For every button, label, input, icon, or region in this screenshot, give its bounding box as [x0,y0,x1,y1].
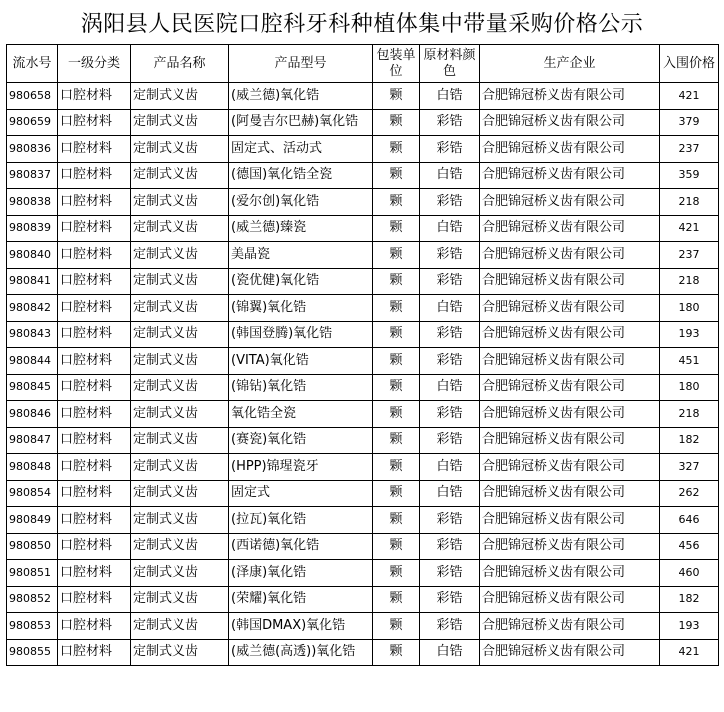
product-model-cell: (HPP)锦瑆瓷牙 [229,454,373,481]
material-color-cell: 白锆 [420,295,480,322]
material-color-cell: 彩锆 [420,268,480,295]
serial-cell: 980853 [7,613,58,640]
manufacturer-cell: 合肥锦冠桥义齿有限公司 [480,480,660,507]
table-row [7,109,719,136]
product-model-cell: (泽康)氧化锆 [229,560,373,587]
manufacturer-cell: 合肥锦冠桥义齿有限公司 [480,533,660,560]
product-model-cell: 氧化锆全瓷 [229,401,373,428]
category-cell: 口腔材料 [58,242,131,269]
table-row [7,480,719,507]
manufacturer-cell: 合肥锦冠桥义齿有限公司 [480,321,660,348]
material-color-cell: 彩锆 [420,613,480,640]
serial-cell: 980851 [7,560,58,587]
product-name-cell: 定制式义齿 [131,454,229,481]
category-cell: 口腔材料 [58,480,131,507]
serial-cell: 980841 [7,268,58,295]
package-unit-cell: 颗 [373,560,420,587]
product-model-cell: (威兰德(高透))氧化锆 [229,639,373,666]
material-color-cell: 白锆 [420,374,480,401]
category-cell: 口腔材料 [58,454,131,481]
product-name-cell: 定制式义齿 [131,162,229,189]
package-unit-cell: 颗 [373,454,420,481]
category-cell: 口腔材料 [58,507,131,534]
package-unit-cell: 颗 [373,374,420,401]
table-header-row [7,45,719,83]
product-name-cell: 定制式义齿 [131,295,229,322]
material-color-cell: 彩锆 [420,533,480,560]
material-color-cell: 白锆 [420,480,480,507]
manufacturer-cell: 合肥锦冠桥义齿有限公司 [480,83,660,110]
material-color-cell: 白锆 [420,454,480,481]
header-price: 入围价格 [660,45,719,83]
material-color-cell: 彩锆 [420,242,480,269]
package-unit-cell: 颗 [373,136,420,163]
product-name-cell: 定制式义齿 [131,507,229,534]
material-color-cell: 白锆 [420,83,480,110]
product-name-cell: 定制式义齿 [131,427,229,454]
product-model-cell: (VITA)氧化锆 [229,348,373,375]
package-unit-cell: 颗 [373,533,420,560]
table-row [7,295,719,322]
serial-cell: 980839 [7,215,58,242]
table-row [7,136,719,163]
category-cell: 口腔材料 [58,136,131,163]
category-cell: 口腔材料 [58,348,131,375]
manufacturer-cell: 合肥锦冠桥义齿有限公司 [480,109,660,136]
serial-cell: 980658 [7,83,58,110]
table-row [7,348,719,375]
material-color-cell: 彩锆 [420,507,480,534]
product-model-cell: (拉瓦)氧化锆 [229,507,373,534]
serial-cell: 980850 [7,533,58,560]
manufacturer-cell: 合肥锦冠桥义齿有限公司 [480,242,660,269]
price-cell: 218 [660,189,719,216]
table-row [7,189,719,216]
serial-cell: 980845 [7,374,58,401]
price-cell: 646 [660,507,719,534]
package-unit-cell: 颗 [373,242,420,269]
manufacturer-cell: 合肥锦冠桥义齿有限公司 [480,215,660,242]
category-cell: 口腔材料 [58,374,131,401]
material-color-cell: 白锆 [420,215,480,242]
price-cell: 180 [660,374,719,401]
product-model-cell: (爱尔创)氧化锆 [229,189,373,216]
material-color-cell: 彩锆 [420,189,480,216]
serial-cell: 980849 [7,507,58,534]
product-name-cell: 定制式义齿 [131,109,229,136]
table-row [7,162,719,189]
document-title: 涡阳县人民医院口腔科牙科种植体集中带量采购价格公示 [80,12,644,37]
category-cell: 口腔材料 [58,189,131,216]
table-row [7,560,719,587]
package-unit-cell: 颗 [373,507,420,534]
package-unit-cell: 颗 [373,348,420,375]
product-name-cell: 定制式义齿 [131,189,229,216]
table-row [7,613,719,640]
product-model-cell: (德国)氧化锆全瓷 [229,162,373,189]
category-cell: 口腔材料 [58,83,131,110]
package-unit-cell: 颗 [373,401,420,428]
table-row [7,374,719,401]
product-model-cell: (西诺德)氧化锆 [229,533,373,560]
price-cell: 359 [660,162,719,189]
serial-cell: 980852 [7,586,58,613]
category-cell: 口腔材料 [58,215,131,242]
price-table [6,44,719,666]
package-unit-cell: 颗 [373,480,420,507]
manufacturer-cell: 合肥锦冠桥义齿有限公司 [480,189,660,216]
serial-cell: 980847 [7,427,58,454]
header-category: 一级分类 [58,45,131,83]
table-row [7,533,719,560]
price-cell: 237 [660,242,719,269]
package-unit-cell: 颗 [373,83,420,110]
table-row [7,242,719,269]
table-row [7,507,719,534]
serial-cell: 980842 [7,295,58,322]
product-model-cell: 固定式、活动式 [229,136,373,163]
price-cell: 262 [660,480,719,507]
price-cell: 421 [660,83,719,110]
category-cell: 口腔材料 [58,427,131,454]
table-row [7,321,719,348]
price-cell: 379 [660,109,719,136]
product-name-cell: 定制式义齿 [131,560,229,587]
price-cell: 421 [660,215,719,242]
header-product-model: 产品型号 [229,45,373,83]
product-name-cell: 定制式义齿 [131,401,229,428]
product-model-cell: (荣耀)氧化锆 [229,586,373,613]
table-row [7,586,719,613]
table-row [7,83,719,110]
product-model-cell: 美晶瓷 [229,242,373,269]
material-color-cell: 彩锆 [420,586,480,613]
price-cell: 456 [660,533,719,560]
category-cell: 口腔材料 [58,613,131,640]
product-name-cell: 定制式义齿 [131,321,229,348]
product-name-cell: 定制式义齿 [131,374,229,401]
price-cell: 460 [660,560,719,587]
table-row [7,427,719,454]
product-name-cell: 定制式义齿 [131,215,229,242]
category-cell: 口腔材料 [58,560,131,587]
category-cell: 口腔材料 [58,586,131,613]
product-model-cell: (赛瓷)氧化锆 [229,427,373,454]
material-color-cell: 彩锆 [420,560,480,587]
material-color-cell: 彩锆 [420,109,480,136]
serial-cell: 980659 [7,109,58,136]
product-name-cell: 定制式义齿 [131,639,229,666]
product-name-cell: 定制式义齿 [131,533,229,560]
serial-cell: 980846 [7,401,58,428]
package-unit-cell: 颗 [373,162,420,189]
manufacturer-cell: 合肥锦冠桥义齿有限公司 [480,639,660,666]
product-name-cell: 定制式义齿 [131,348,229,375]
table-body [7,83,719,666]
package-unit-cell: 颗 [373,427,420,454]
header-serial: 流水号 [7,45,58,83]
manufacturer-cell: 合肥锦冠桥义齿有限公司 [480,560,660,587]
product-name-cell: 定制式义齿 [131,242,229,269]
category-cell: 口腔材料 [58,639,131,666]
material-color-cell: 白锆 [420,639,480,666]
category-cell: 口腔材料 [58,321,131,348]
serial-cell: 980838 [7,189,58,216]
manufacturer-cell: 合肥锦冠桥义齿有限公司 [480,268,660,295]
manufacturer-cell: 合肥锦冠桥义齿有限公司 [480,348,660,375]
table-row [7,268,719,295]
product-model-cell: (威兰德)氧化锆 [229,83,373,110]
product-model-cell: (锦翼)氧化锆 [229,295,373,322]
package-unit-cell: 颗 [373,639,420,666]
header-product-name: 产品名称 [131,45,229,83]
header-material-color: 原材料颜色 [420,45,480,83]
price-cell: 193 [660,613,719,640]
material-color-cell: 彩锆 [420,136,480,163]
package-unit-cell: 颗 [373,109,420,136]
price-cell: 237 [660,136,719,163]
material-color-cell: 彩锆 [420,321,480,348]
material-color-cell: 白锆 [420,162,480,189]
manufacturer-cell: 合肥锦冠桥义齿有限公司 [480,586,660,613]
package-unit-cell: 颗 [373,613,420,640]
product-model-cell: (威兰德)臻瓷 [229,215,373,242]
serial-cell: 980837 [7,162,58,189]
product-name-cell: 定制式义齿 [131,613,229,640]
package-unit-cell: 颗 [373,586,420,613]
category-cell: 口腔材料 [58,268,131,295]
header-manufacturer: 生产企业 [480,45,660,83]
serial-cell: 980840 [7,242,58,269]
manufacturer-cell: 合肥锦冠桥义齿有限公司 [480,613,660,640]
material-color-cell: 彩锆 [420,348,480,375]
table-row [7,401,719,428]
table-row [7,639,719,666]
price-cell: 180 [660,295,719,322]
package-unit-cell: 颗 [373,189,420,216]
price-cell: 182 [660,427,719,454]
package-unit-cell: 颗 [373,268,420,295]
category-cell: 口腔材料 [58,109,131,136]
manufacturer-cell: 合肥锦冠桥义齿有限公司 [480,427,660,454]
material-color-cell: 彩锆 [420,427,480,454]
price-cell: 182 [660,586,719,613]
product-model-cell: 固定式 [229,480,373,507]
manufacturer-cell: 合肥锦冠桥义齿有限公司 [480,162,660,189]
category-cell: 口腔材料 [58,162,131,189]
price-cell: 193 [660,321,719,348]
package-unit-cell: 颗 [373,295,420,322]
price-cell: 218 [660,401,719,428]
serial-cell: 980848 [7,454,58,481]
product-model-cell: (韩国DMAX)氧化锆 [229,613,373,640]
product-name-cell: 定制式义齿 [131,480,229,507]
manufacturer-cell: 合肥锦冠桥义齿有限公司 [480,507,660,534]
manufacturer-cell: 合肥锦冠桥义齿有限公司 [480,136,660,163]
serial-cell: 980836 [7,136,58,163]
product-model-cell: (阿曼吉尔巴赫)氧化锆 [229,109,373,136]
price-cell: 421 [660,639,719,666]
product-model-cell: (瓷优健)氧化锆 [229,268,373,295]
product-model-cell: (韩国登腾)氧化锆 [229,321,373,348]
product-name-cell: 定制式义齿 [131,268,229,295]
product-name-cell: 定制式义齿 [131,136,229,163]
manufacturer-cell: 合肥锦冠桥义齿有限公司 [480,454,660,481]
serial-cell: 980843 [7,321,58,348]
category-cell: 口腔材料 [58,533,131,560]
product-name-cell: 定制式义齿 [131,586,229,613]
package-unit-cell: 颗 [373,321,420,348]
serial-cell: 980844 [7,348,58,375]
manufacturer-cell: 合肥锦冠桥义齿有限公司 [480,295,660,322]
manufacturer-cell: 合肥锦冠桥义齿有限公司 [480,374,660,401]
price-cell: 451 [660,348,719,375]
manufacturer-cell: 合肥锦冠桥义齿有限公司 [480,401,660,428]
material-color-cell: 彩锆 [420,401,480,428]
category-cell: 口腔材料 [58,295,131,322]
package-unit-cell: 颗 [373,215,420,242]
price-cell: 327 [660,454,719,481]
category-cell: 口腔材料 [58,401,131,428]
serial-cell: 980855 [7,639,58,666]
table-row [7,215,719,242]
product-model-cell: (锦钻)氧化锆 [229,374,373,401]
price-cell: 218 [660,268,719,295]
serial-cell: 980854 [7,480,58,507]
header-package-unit: 包装单位 [373,45,420,83]
product-name-cell: 定制式义齿 [131,83,229,110]
table-row [7,454,719,481]
